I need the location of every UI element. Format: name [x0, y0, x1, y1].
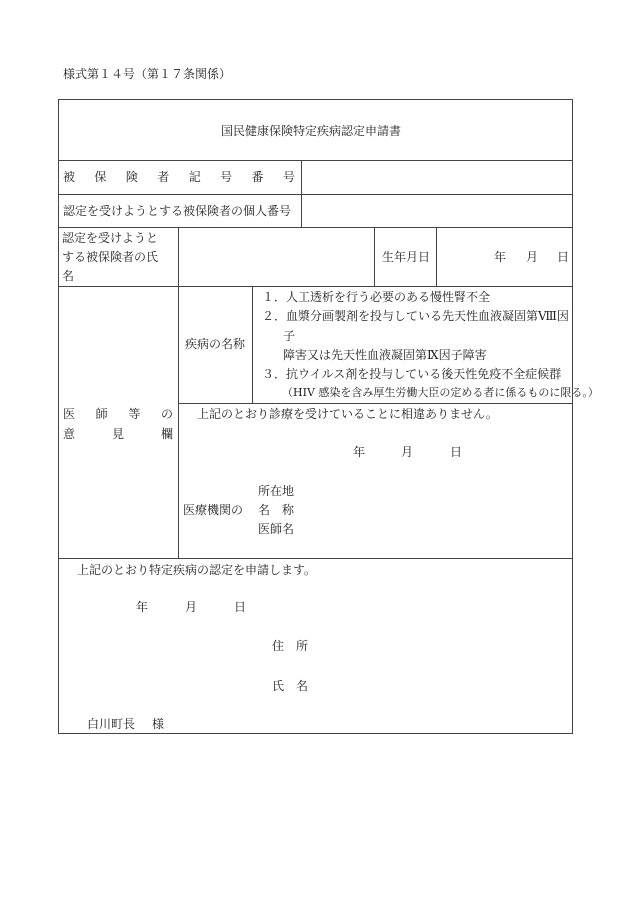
applicant-name-field[interactable] — [180, 229, 373, 285]
certification-date-year: 年 — [353, 445, 366, 459]
application-statement: 上記のとおり特定疾病の認定を申請します。 — [77, 563, 317, 577]
birth-date-year: 年 — [494, 250, 507, 264]
medical-institution-label: 医療機関の — [183, 503, 244, 517]
disease-option-1[interactable]: １．人工透析を行う必要のある慢性腎不全 — [262, 290, 491, 304]
applicant-name-label-line3: 名 — [62, 269, 75, 283]
doctor-name-label: 医師名 — [258, 522, 295, 536]
applicant-signature-label: 氏 名 — [272, 679, 308, 693]
application-date-day: 日 — [234, 600, 247, 614]
addressee-honorific: 様 — [152, 717, 165, 731]
col-divider — [374, 227, 375, 286]
form-number: 様式第１４号（第１７条関係） — [63, 67, 232, 81]
disease-option-3[interactable]: ３．抗ウイルス剤を投与している後天性免疫不全症候群 — [262, 367, 562, 381]
applicant-name-label-line1: 認定を受けようと — [62, 231, 159, 245]
certification-statement: 上記のとおり診療を受けていることに相違ありません。 — [197, 407, 498, 421]
row-divider — [58, 160, 573, 161]
application-date-year: 年 — [136, 600, 149, 614]
insured-number-field[interactable] — [303, 162, 571, 193]
birth-date-day: 日 — [557, 250, 570, 264]
disease-name-label: 疾病の名称 — [185, 337, 246, 351]
col-divider — [178, 227, 179, 558]
personal-number-label: 認定を受けようとする被保険者の個人番号 — [63, 204, 292, 218]
row-divider — [58, 558, 573, 559]
insured-number-label: 被 保 険 者 記 号 番 号 — [63, 170, 295, 184]
col-divider — [436, 227, 437, 286]
row-divider — [178, 403, 573, 404]
applicant-address-label: 住 所 — [272, 639, 308, 653]
row-divider — [58, 227, 573, 228]
birth-date-label: 生年月日 — [382, 250, 431, 264]
col-divider — [252, 286, 253, 403]
disease-option-2[interactable]: ２．血漿分画製剤を投与している先天性血液凝固第Ⅷ因 — [262, 309, 569, 323]
certification-date-day: 日 — [450, 445, 463, 459]
disease-option-3-note: （HIV 感染を含み厚生労働大臣の定める者に係るものに限る。） — [282, 386, 599, 399]
doctor-section-label-line2: 意 見 欄 — [63, 427, 173, 441]
disease-option-2-continued: 障害又は先天性血液凝固第Ⅸ因子障害 — [283, 348, 487, 362]
table-border-left — [58, 99, 59, 733]
application-date-month: 月 — [185, 600, 198, 614]
col-divider — [301, 160, 302, 227]
form-title: 国民健康保険特定疾病認定申請書 — [221, 124, 402, 138]
certification-date-month: 月 — [401, 445, 414, 459]
table-border-top — [58, 99, 573, 100]
addressee: 白川町長 — [87, 717, 136, 731]
disease-option-2-continued: 子 — [283, 329, 296, 343]
applicant-name-label-line2: する被保険者の氏 — [62, 250, 159, 264]
personal-number-field[interactable] — [303, 196, 571, 226]
table-border-bottom — [58, 733, 573, 734]
table-border-right — [572, 99, 573, 733]
row-divider — [58, 194, 573, 195]
institution-address-label: 所在地 — [258, 484, 295, 498]
row-divider — [58, 286, 573, 287]
birth-date-month: 月 — [526, 250, 539, 264]
institution-name-label: 名 称 — [258, 503, 294, 517]
doctor-section-label-line1: 医 師 等 の — [63, 407, 173, 421]
